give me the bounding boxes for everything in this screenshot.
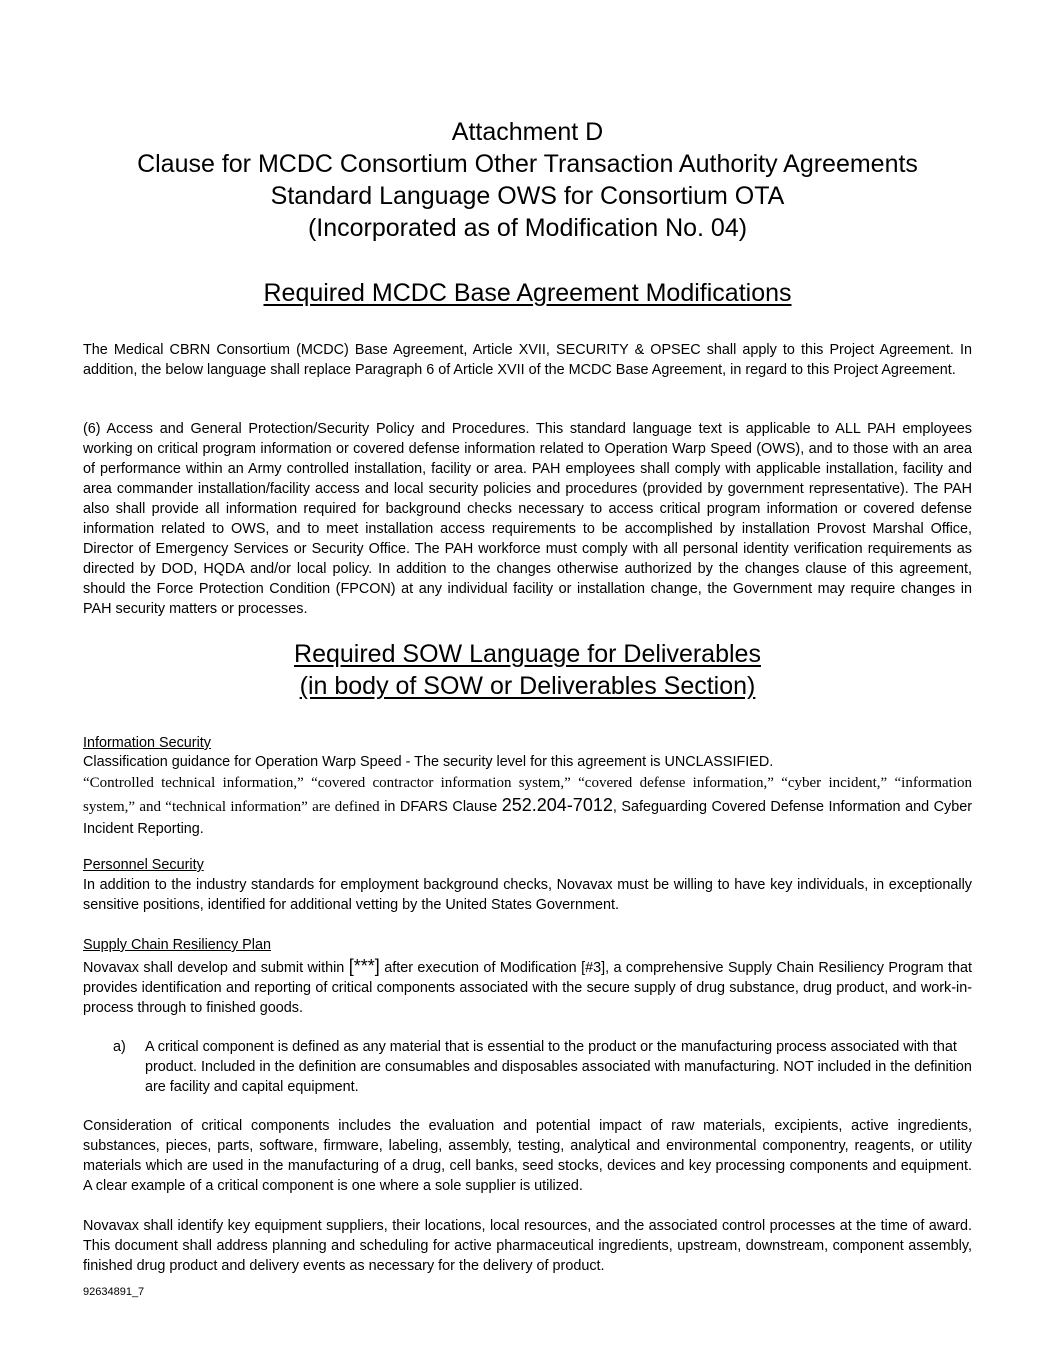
paragraph-text: (6) Access and General Protection/Security Policy and Procedures. This standard language text is applicable to ALL PAH employees working on critical program information or covered defense information related to Operation Warp Speed (OWS), and to those with an area of performance within an Army controlled installation, facility or area. PAH employees shall comply with applicable installation, facility and area commander installation/facility access and local security policies and procedures (provided by government representative). The PAH also shall provide all information required for background checks necessary to access critical program information or covered defense information related to OWS, and to meet installation access requirements to be accomplished by installation Provost Marshal Office, Director of Emergency Services or Security Office. The PAH workforce must comply with all personal identity verification requirements as directed by DOD, HQDA and/or local policy. In addition to the changes otherwise authorized by the changes clause of this agreement, should the Force Protection Condition (FPCON) at any individual facility or installation change, the Government may require changes in PAH security matters or processes. [83, 421, 972, 617]
paragraph-supply-chain [83, 956, 972, 1018]
dfars-clause-number: 252.204-7012 [501, 795, 613, 815]
subheading-personnel-security: Personnel Security [83, 857, 204, 873]
classification-line: Classification guidance for Operation Warp Speed - The security level for this agreement is UNCLASSIFIED. [83, 754, 774, 770]
dfars-clause-suffix: , Safeguarding Covered Defense Information and Cyber Incident Reporting. [83, 799, 972, 837]
section-heading-base-agreement [0, 277, 1055, 309]
paragraph-text: The Medical CBRN Consortium (MCDC) Base Agreement, Article XVII, SECURITY & OPSEC shall apply to this Project Agreement. In addition, the below language shall replace Paragraph 6 of Article XVII of the MCDC Base Agreement, in regard to this Project Agreement. [83, 342, 972, 378]
paragraph-access-protection [83, 419, 972, 619]
list-marker: a) [113, 1039, 126, 1055]
supply-chain-text-start: Novavax shall develop and submit within [83, 960, 349, 976]
paragraph-text: Consideration of critical components includes the evaluation and potential impact of raw materials, excipients, active ingredients, substances, pieces, parts, software, firmware, labeling, assembly, testing, analytical and environmental componentry, reagents, or utility materials which are used in the manufacturing of a drug, cell banks, seed stocks, devices and key processing components and equipment. A clear example of a critical component is one where a sole supplier is utilized. [83, 1118, 972, 1194]
paragraph-critical-components [83, 1116, 972, 1196]
section-heading-line1: Required SOW Language for Deliverables [294, 640, 761, 668]
supply-chain-text-rest: after execution of Modification [#3], a comprehensive Supply Chain Resiliency Program that provides identification and reporting of critical components associated with the secure supply of drug substance, drug product, and work-in-process through to finished goods. [83, 960, 973, 1016]
definitions-terms: “Controlled technical information,” “covered contractor information system,” “covered defense information,” “cyber incident,” “information system,” and “technical information” are defined [83, 775, 972, 815]
redacted-marker: [***] [348, 956, 380, 976]
paragraph-information-security [83, 752, 972, 840]
document-id: 92634891_7 [83, 1286, 145, 1298]
paragraph-text: In addition to the industry standards for employment background checks, Novavax must be willing to have key individuals, in exceptionally sensitive positions, identified for additional vetting by the United States Government. [83, 877, 972, 913]
paragraph-text [83, 956, 972, 1018]
list-item-text: A critical component is defined as any material that is essential to the product or the manufacturing process associated with that product. Included in the definition are consumables and disposables associated with manufacturing. NOT included in the definition are facility and capital equipment. [145, 1039, 972, 1095]
subheading-information-security: Information Security [83, 735, 211, 751]
clause-title: Clause for MCDC Consortium Other Transaction Authority Agreements [137, 150, 918, 178]
paragraph-text: Novavax shall identify key equipment suppliers, their locations, local resources, and the associated control processes at the time of award. This document shall address planning and scheduling for active pharmaceutical ingredients, upstream, downstream, component assembly, finished drug product and delivery events as necessary for the delivery of product. [83, 1218, 972, 1274]
subheading-supply-chain: Supply Chain Resiliency Plan [83, 937, 271, 953]
paragraph-personnel-security [83, 875, 972, 915]
section-heading-line2: (in body of SOW or Deliverables Section) [299, 672, 756, 700]
dfars-clause-prefix: in DFARS Clause [379, 799, 502, 815]
attachment-title: Attachment D [451, 118, 604, 146]
section-heading-sow [0, 638, 1055, 702]
definitions-text [83, 772, 972, 840]
section-heading-text: Required MCDC Base Agreement Modifications [263, 279, 792, 307]
paragraph-key-suppliers [83, 1216, 972, 1276]
document-header [0, 116, 1055, 244]
paragraph-base-agreement [83, 340, 972, 380]
modification-note: (Incorporated as of Modification No. 04) [307, 214, 748, 242]
standard-language-title: Standard Language OWS for Consortium OTA [270, 182, 785, 210]
